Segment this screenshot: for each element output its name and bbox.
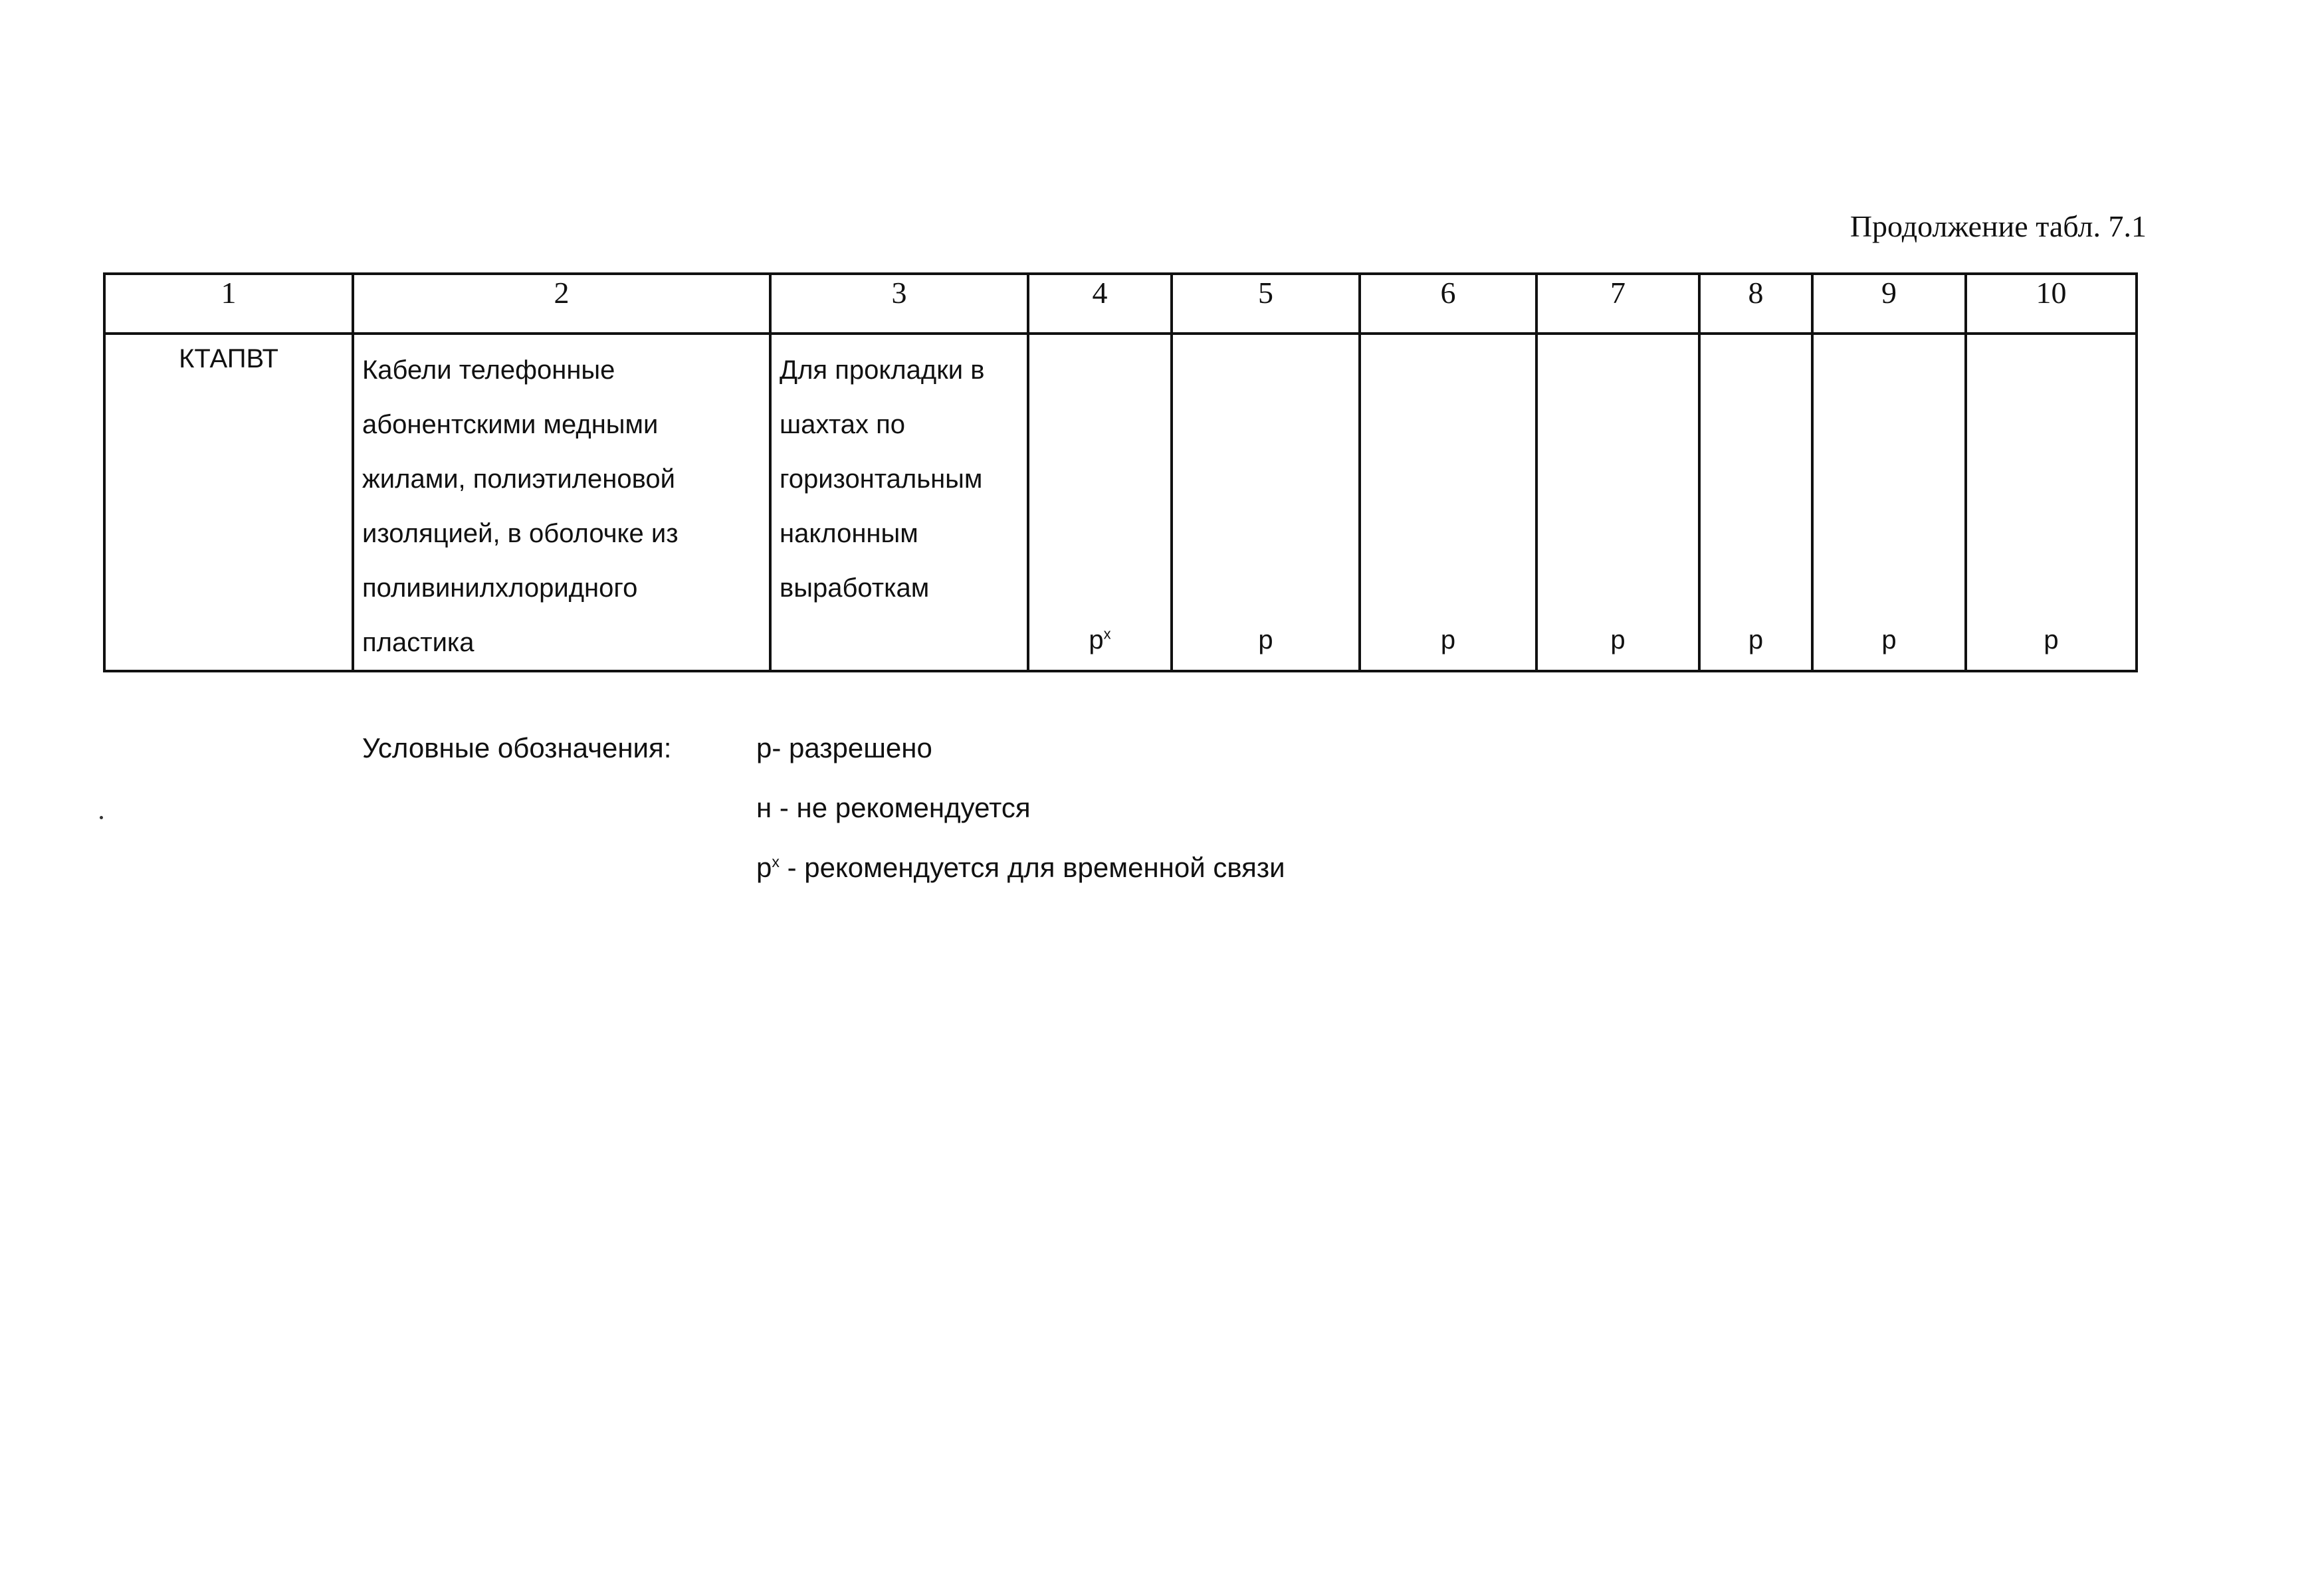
legend-item: $р^x$ - рекомендуется для временной связи xyxy=(756,852,1285,883)
column-number-header: 8 xyxy=(1699,274,1812,334)
permission-mark: $р^x$ xyxy=(1089,625,1111,654)
permission-cell xyxy=(1966,334,2137,671)
permission-mark: р xyxy=(1610,625,1626,654)
cable-designation: КТАПВТ xyxy=(104,334,353,671)
permission-cell xyxy=(1172,334,1360,671)
column-number-header: 9 xyxy=(1812,274,1966,334)
application-line: шахтах по xyxy=(780,410,906,439)
column-number-header: 3 xyxy=(770,274,1028,334)
description-line: изоляцией, в оболочке из xyxy=(362,519,679,548)
legend-item: н - не рекомендуется xyxy=(756,792,1031,823)
permission-cell xyxy=(1028,334,1172,671)
scan-dot xyxy=(100,816,103,819)
column-number-header: 7 xyxy=(1536,274,1699,334)
permission-mark: р xyxy=(2044,625,2059,654)
permission-cell xyxy=(1360,334,1536,671)
column-number-header: 4 xyxy=(1028,274,1172,334)
application-line: Для прокладки в xyxy=(780,355,985,385)
application-line: горизонтальным xyxy=(780,464,983,494)
permission-mark: р xyxy=(1748,625,1764,654)
description-line: жилами, полиэтиленовой xyxy=(362,464,675,494)
permission-mark: р xyxy=(1440,625,1456,654)
column-number-header: 6 xyxy=(1360,274,1536,334)
legend-item: р- разрешено xyxy=(756,732,932,763)
application-line: выработкам xyxy=(780,573,930,603)
table-row xyxy=(104,334,2137,671)
description-line: поливинилхлоридного xyxy=(362,573,638,603)
column-number-header: 10 xyxy=(1966,274,2137,334)
description-line: абонентскими медными xyxy=(362,410,659,439)
legend-title: Условные обозначения: xyxy=(362,732,672,763)
permission-cell xyxy=(1536,334,1699,671)
cable-application xyxy=(770,334,1028,671)
legend-list xyxy=(756,732,1285,912)
permission-cell xyxy=(1812,334,1966,671)
description-line: пластика xyxy=(362,628,474,657)
column-number-header: 2 xyxy=(353,274,770,334)
description-line: Кабели телефонные xyxy=(362,355,615,385)
column-number-header: 5 xyxy=(1172,274,1360,334)
table-caption: Продолжение табл. 7.1 xyxy=(1849,209,2147,243)
cable-table xyxy=(103,272,2138,672)
permission-cell xyxy=(1699,334,1812,671)
cable-description xyxy=(353,334,770,671)
header-row xyxy=(104,274,2137,334)
permission-mark: р xyxy=(1258,625,1273,654)
column-number-header: 1 xyxy=(104,274,353,334)
application-line: наклонным xyxy=(780,519,918,548)
permission-mark: р xyxy=(1881,625,1897,654)
